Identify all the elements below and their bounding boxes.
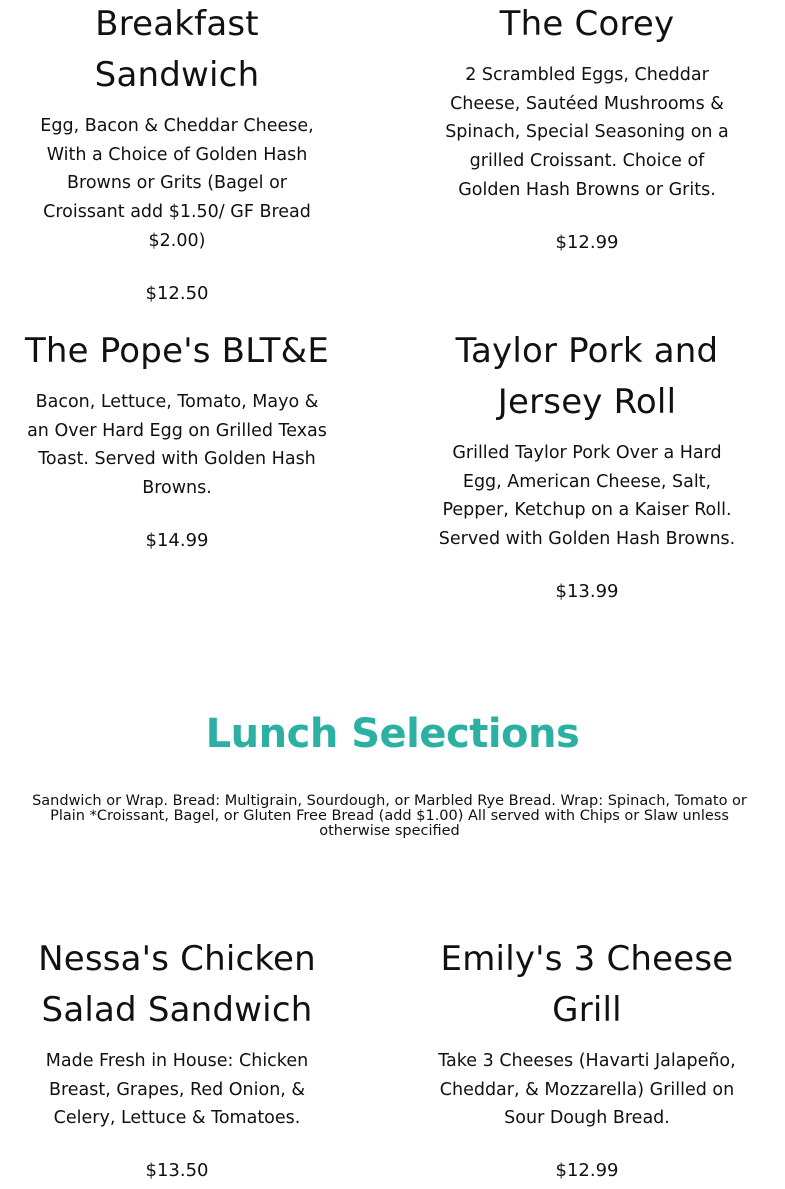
item-price: $13.50: [145, 1160, 209, 1182]
item-price: $14.99: [145, 529, 209, 551]
item-description: Grilled Taylor Pork Over a Hard Egg, American Cheese, Salt, Pepper, Ketchup on a Kaiser Roll. Served with Golden Hash Browns.: [438, 443, 736, 550]
item-description: 2 Scrambled Eggs, Cheddar Cheese, Sautéed Mushrooms & Spinach, Special Seasoning on a grilled Croissant. Choice of Golden Hash Browns or Grits.: [445, 65, 729, 200]
menu-item-emilys-3-cheese-grill: [432, 934, 742, 1185]
item-description: Made Fresh in House: Chicken Breast, Grapes, Red Onion, & Celery, Lettuce & Tomatoes.: [45, 1051, 309, 1129]
item-price: $12.99: [555, 1160, 619, 1182]
menu-item-nessas-chicken-salad: [22, 934, 332, 1185]
section-title-lunch: Lunch Selections: [205, 711, 580, 757]
item-title: Emily's 3 Cheese Grill: [440, 939, 734, 1030]
item-title: The Pope's BLT&E: [24, 331, 330, 371]
item-price: $12.99: [555, 231, 619, 253]
item-price: $12.50: [145, 282, 209, 304]
item-description: Take 3 Cheeses (Havarti Jalapeño, Cheddar, & Mozzarella) Grilled on Sour Dough Bread.: [438, 1051, 736, 1129]
item-description: Bacon, Lettuce, Tomato, Mayo & an Over Hard Egg on Grilled Texas Toast. Served with Golden Hash Browns.: [27, 392, 327, 499]
item-title: Nessa's Chicken Salad Sandwich: [38, 939, 316, 1030]
item-title: Taylor Pork and Jersey Roll: [455, 331, 719, 422]
menu-item-the-corey: [432, 0, 742, 257]
menu-item-breakfast-sandwich: [22, 0, 332, 308]
section-note-lunch: Sandwich or Wrap. Bread: Multigrain, Sourdough, or Marbled Rye Bread. Wrap: Spinach, Tomato or Plain *Croissant, Bagel, or Gluten Free Bread (add $1.00) All served with Chips or Slaw unless otherwise specified: [32, 793, 747, 839]
item-title: The Corey: [499, 4, 675, 44]
menu-item-taylor-pork-roll: [432, 326, 742, 606]
item-description: Egg, Bacon & Cheddar Cheese, With a Choice of Golden Hash Browns or Grits (Bagel or Croissant add $1.50/ GF Bread $2.00): [40, 116, 314, 251]
item-title: Breakfast Sandwich: [94, 4, 260, 95]
item-price: $13.99: [555, 580, 619, 602]
menu-item-popes-blte: [22, 326, 332, 555]
